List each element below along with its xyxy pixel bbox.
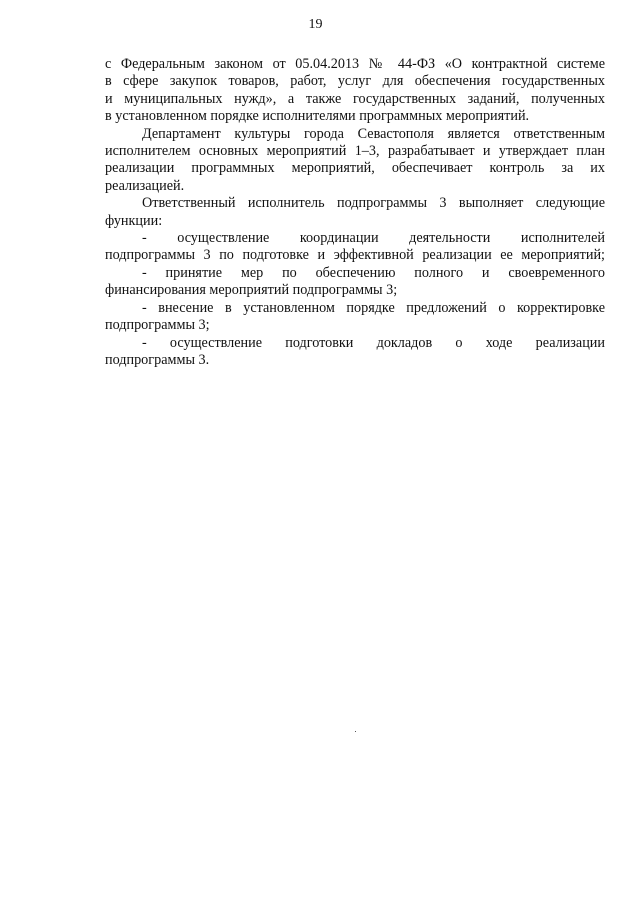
page-number: 19 bbox=[308, 17, 323, 32]
scan-artifact bbox=[355, 731, 356, 732]
text-line: в установленном порядке исполнителями программных мероприятий. bbox=[105, 108, 530, 125]
text-line: - внесение в установленном порядке предложений о корректировке bbox=[142, 299, 605, 316]
text-line: функции: bbox=[105, 212, 163, 229]
paragraph bbox=[105, 195, 605, 230]
text-line: с Федеральным законом от 05.04.2013 № 44-ФЗ «О контрактной системе bbox=[105, 56, 605, 72]
text-line: в сфере закупок товаров, работ, услуг для обеспечения государственных bbox=[105, 73, 605, 90]
text-line: подпрограммы 3. bbox=[105, 351, 210, 368]
text-line: подпрограммы 3 по подготовке и эффективной реализации ее мероприятий; bbox=[105, 247, 605, 264]
text-line: финансирования мероприятий подпрограммы 3; bbox=[105, 282, 398, 299]
text-line: реализацией. bbox=[105, 177, 185, 194]
text-line: Ответственный исполнитель подпрограммы 3 выполняет следующие bbox=[142, 195, 605, 212]
list-item bbox=[105, 300, 605, 335]
text-line: и муниципальных нужд», а также государственных заданий, полученных bbox=[105, 90, 605, 107]
text-line: - осуществление подготовки докладов о ходе реализации bbox=[142, 334, 605, 351]
text-line: Департамент культуры города Севастополя является ответственным bbox=[142, 125, 605, 142]
text-line: исполнителем основных мероприятий 1–3, разрабатывает и утверждает план bbox=[105, 143, 605, 160]
list-item bbox=[105, 230, 605, 265]
text-line: подпрограммы 3; bbox=[105, 317, 210, 334]
paragraph bbox=[105, 56, 605, 126]
list-item bbox=[105, 265, 605, 300]
text-line: - осуществление координации деятельности исполнителей bbox=[142, 230, 605, 247]
text-line: реализации программных мероприятий, обеспечивает контроль за их bbox=[105, 160, 605, 177]
text-line: - принятие мер по обеспечению полного и своевременного bbox=[142, 264, 605, 281]
document-body bbox=[105, 56, 605, 369]
paragraph bbox=[105, 126, 605, 196]
list-item bbox=[105, 335, 605, 370]
